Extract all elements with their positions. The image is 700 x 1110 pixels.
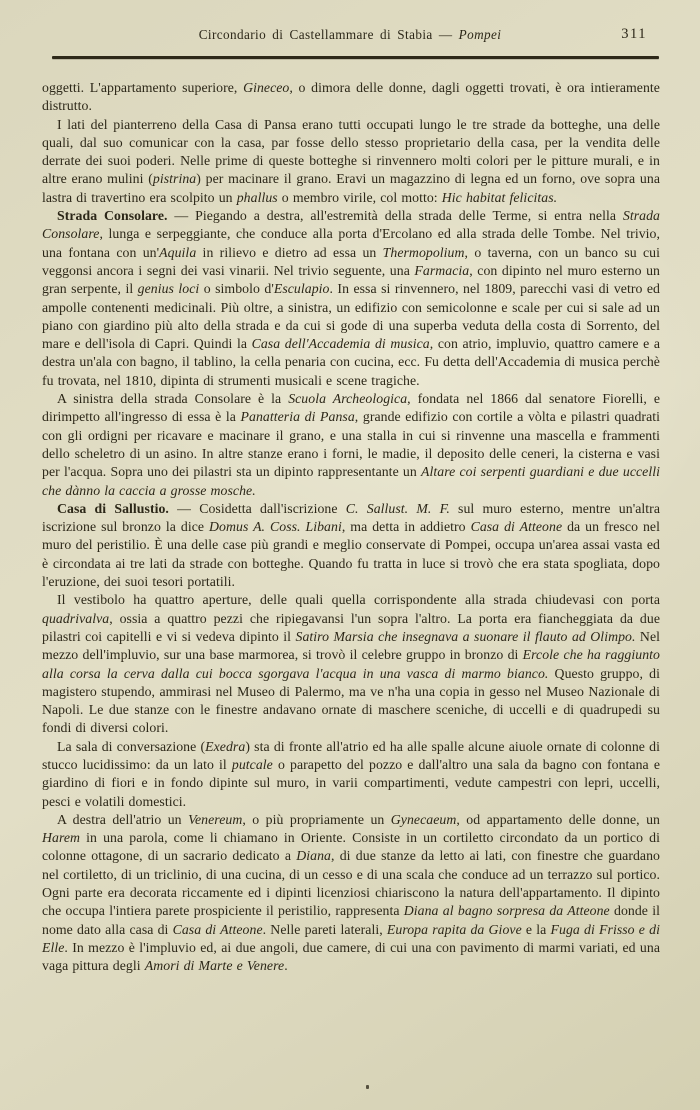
text-segment: — Piegando a destra, all'estremità della strada delle Terme, si entra nella: [167, 208, 623, 224]
italic-text-segment: Strada Consolare: [42, 208, 660, 242]
text-segment: A sinistra della strada Consolare è la: [57, 391, 289, 407]
text-segment: La sala di conversazione (: [57, 738, 206, 754]
page-number: 311: [621, 26, 647, 42]
text-segment: , o taverna, con un banco su cui veggonsi ancora i segni dei vasi vinarii. Nel trivio seguente, una: [42, 244, 661, 278]
text-segment: , ma detta in addietro: [341, 519, 471, 535]
italic-text-segment: Gynecaeum: [390, 811, 457, 827]
text-segment: , ossia a quattro pezzi che ripiegavansi l'un sopra l'altro. La porta era fiancheggiata da due pilastri coi capitelli e vi si vedeva dipinto il: [42, 610, 660, 644]
text-segment: , con dipinto nel muro esterno un gran serpente, il: [42, 262, 660, 297]
text-segment: , fondata nel 1866 dal senatore Fiorelli, e dirimpetto all'ingresso di essa è la: [42, 391, 660, 425]
text-segment: . In mezzo è l'impluvio ed, ai due angoli, due camere, di cui una con pavimento di marmi variati, ed una vaga pittura degli: [42, 939, 660, 974]
paper-speck: [366, 1085, 369, 1089]
paragraph: [42, 500, 660, 591]
text-segment: o parapetto del pozzo e dall'altro una sala da bagno con fontana e giardino di fiori e in fondo dipinte sul muro, in varii compartimenti, vedute campestri con lepri, uccelli, pesci e volatili domestici.: [42, 756, 660, 809]
italic-text-segment: Hic habitat felicitas.: [441, 189, 558, 205]
text-segment: o simbolo d': [199, 281, 274, 297]
italic-text-segment: Diana: [296, 848, 331, 864]
running-title: Circondario di Castellammare di Stabia —: [198, 27, 459, 42]
text-segment: da un fresco nel muro del peristilio. È una delle case più grandi e meglio conservate di Pompei, occupa un'area assai vasta ed è circondata ai tre lati da strade con botteghe. Quando fu tratta in luce si trovò che era stata spogliata, dopo l'eruzione, dei suoi tesori portatili.: [42, 519, 660, 590]
text-segment: .: [284, 958, 288, 974]
text-block: [42, 79, 660, 976]
paragraph: [42, 591, 660, 737]
text-segment: — Cosidetta dall'iscrizione: [168, 500, 346, 516]
text-segment: ) per macinare il grano. Eravi un magazzino di legna ed un forno, ove sopra una lastra di travertino era scolpito un: [42, 171, 660, 205]
header-rule: [52, 56, 659, 59]
italic-text-segment: Exedra: [205, 738, 246, 754]
text-segment: in una parola, come li chiamano in Oriente. Consiste in un cortiletto circondato da un portico di colonne ottagone, di un sacrario dedicato a: [42, 830, 660, 864]
paragraph: [42, 207, 660, 390]
text-segment: I lati del pianterreno della Casa di Pansa erano tutti occupati lungo le tre strade da botteghe, una delle quali, dal suo comunicar con la casa, par fosse dello stesso proprietario della casa, per la vendita delle derrate dei suoi poderi. Nelle prime di queste botteghe si rinvennero molti colori per le pitture murali, e in altre erano mulini (: [42, 116, 660, 187]
paragraph: [42, 811, 660, 976]
italic-text-segment: Venereum: [188, 811, 243, 827]
text-segment: sul muro esterno, mentre un'altra iscrizione sul bronzo la dice: [42, 500, 660, 535]
text-segment: ) sta di fronte all'atrio ed ha alle spalle alcune aiuole ornate di colonne di stucco lucidissimo: da un lato il: [42, 738, 660, 772]
text-segment: , od appartamento delle donne, un: [456, 811, 660, 827]
italic-text-segment: Thermopolium: [382, 244, 465, 260]
run-in-heading: Casa di Sallustio.: [57, 500, 169, 516]
italic-text-segment: Harem: [42, 830, 81, 846]
italic-text-segment: Farmacia: [414, 262, 470, 278]
text-segment: oggetti. L'appartamento superiore,: [42, 80, 244, 95]
text-segment: , di due stanze da letto ai lati, con finestre che guardano nel cortiletto, di un triclinio, di una cucina, di un cesso e di una scala che conduce ad un terrazzo sul portico. Ogni parte era decorata riccamente ed i dipinti licenziosi chiariscono la natura dell'appartamento. Il dipinto che occupa l'intiera parete prospiciente il peristilio, rappresenta: [42, 848, 660, 919]
italic-text-segment: Gineceo,: [243, 80, 293, 95]
italic-text-segment: Aquila: [159, 244, 197, 260]
italic-text-segment: Casa dell'Accademia di musica: [251, 336, 430, 352]
italic-text-segment: genius loci: [137, 281, 200, 297]
italic-text-segment: quadrivalva: [42, 610, 110, 626]
paragraph: [42, 390, 660, 500]
text-segment: , con atrio, impluvio, quattro camere e a destra un'ala con bagno, il tablino, la cella penaria con cucina, ecc. Fu detta dell'Accademia di musica perchè fu trovata, nel 1810, dipinta di strumenti musicali e scene tragiche.: [42, 336, 660, 388]
italic-text-segment: Scuola Archeologica: [288, 391, 408, 407]
text-segment: A destra dell'atrio un: [57, 811, 189, 827]
paragraph: [42, 116, 660, 207]
text-segment: Questo gruppo, di magistero stupendo, ammirasi nel Museo di Palermo, ma ve n'ha una copia in gesso nel Museo Nazionale di Napoli. Le due stanze con le finestre andavano ornate di maschere sceniche, di uccelli e di quadrupedi su fondi di diversi colori.: [42, 665, 660, 736]
italic-text-segment: Diana al bagno sorpresa da Atteone: [403, 903, 610, 919]
italic-text-segment: Ercole che ha raggiunto alla corsa la cerva dalla cui bocca sgorgava l'acqua in una vasca di marmo bianco.: [42, 647, 660, 681]
italic-text-segment: Amori di Marte e Venere: [144, 958, 285, 974]
italic-text-segment: Casa di Atteone: [470, 519, 563, 535]
text-segment: e la: [521, 921, 551, 937]
paragraph: [42, 79, 660, 116]
text-segment: o membro virile, col motto:: [277, 189, 442, 205]
text-segment: , lunga e serpeggiante, che conduce alla porta d'Ercolano ed alla strada delle Tombe. Nel trivio, una fontana con un': [42, 226, 660, 260]
running-header: [42, 27, 658, 43]
italic-text-segment: putcale: [231, 756, 273, 772]
italic-text-segment: pistrina: [152, 171, 197, 187]
italic-text-segment: Domus A. Coss. Libani: [209, 519, 342, 535]
text-segment: Nel mezzo dell'impluvio, sur una base marmorea, si trovò il celebre gruppo in bronzo di: [42, 628, 661, 663]
text-segment: , grande edifizio con cortile a vòlta e pilastri quadrati con gli ordigni per ricavare e macinare il grano, e una stalla in cui si rinvenne una mascella e frammenti dello scheletro di un asino. In altre stanze erano i forni, le madie, il deposito delle ceneri, la cisterna e vasi per l'acqua. Sopra uno dei pilastri sta un dipinto rappresentante un: [42, 409, 661, 480]
running-title-emphasis: Pompei: [458, 27, 502, 42]
text-segment: , o più propriamente un: [242, 811, 391, 827]
italic-text-segment: Altare coi serpenti guardiani e due uccelli che dànno la caccia a grosse mosche.: [42, 464, 660, 498]
paragraph: [42, 738, 660, 811]
italic-text-segment: Fuga di Frisso e di Elle: [42, 921, 660, 955]
text-segment: . In essa si rinvennero, nel 1809, parecchi vasi di vetro ed ampolle contenenti medicinali. Più oltre, a sinistra, un edifizio con semicolonne e scale per cui si sale ad un piano con giardino più alto della strada e da cui si gode di una superba veduta della costa di Sorrento, del mare e dell'isola di Capri. Quindi la: [42, 281, 661, 352]
run-in-heading: Strada Consolare.: [57, 208, 168, 224]
italic-text-segment: phallus: [236, 189, 278, 205]
text-segment: Il vestibolo ha quattro aperture, delle quali quella corrispondente alla strada chiudevasi con porta: [57, 592, 660, 608]
italic-text-segment: Europa rapita da Giove: [386, 921, 522, 937]
italic-text-segment: Satiro Marsia che insegnava a suonare il flauto ad Olimpo.: [295, 628, 636, 644]
italic-text-segment: Esculapio: [273, 281, 330, 297]
text-segment: in rilievo e dietro ad essa un: [196, 244, 383, 260]
italic-text-segment: C. Sallust. M. F.: [345, 500, 450, 516]
italic-text-segment: Panatteria di Pansa: [240, 409, 355, 425]
text-segment: . Nelle pareti laterali,: [262, 921, 387, 937]
text-segment: o dimora delle donne, dagli oggetti trovati, è ora intieramente distrutto.: [42, 80, 660, 114]
italic-text-segment: Casa di Atteone: [172, 921, 263, 937]
text-segment: donde il nome dato alla casa di: [42, 903, 660, 937]
